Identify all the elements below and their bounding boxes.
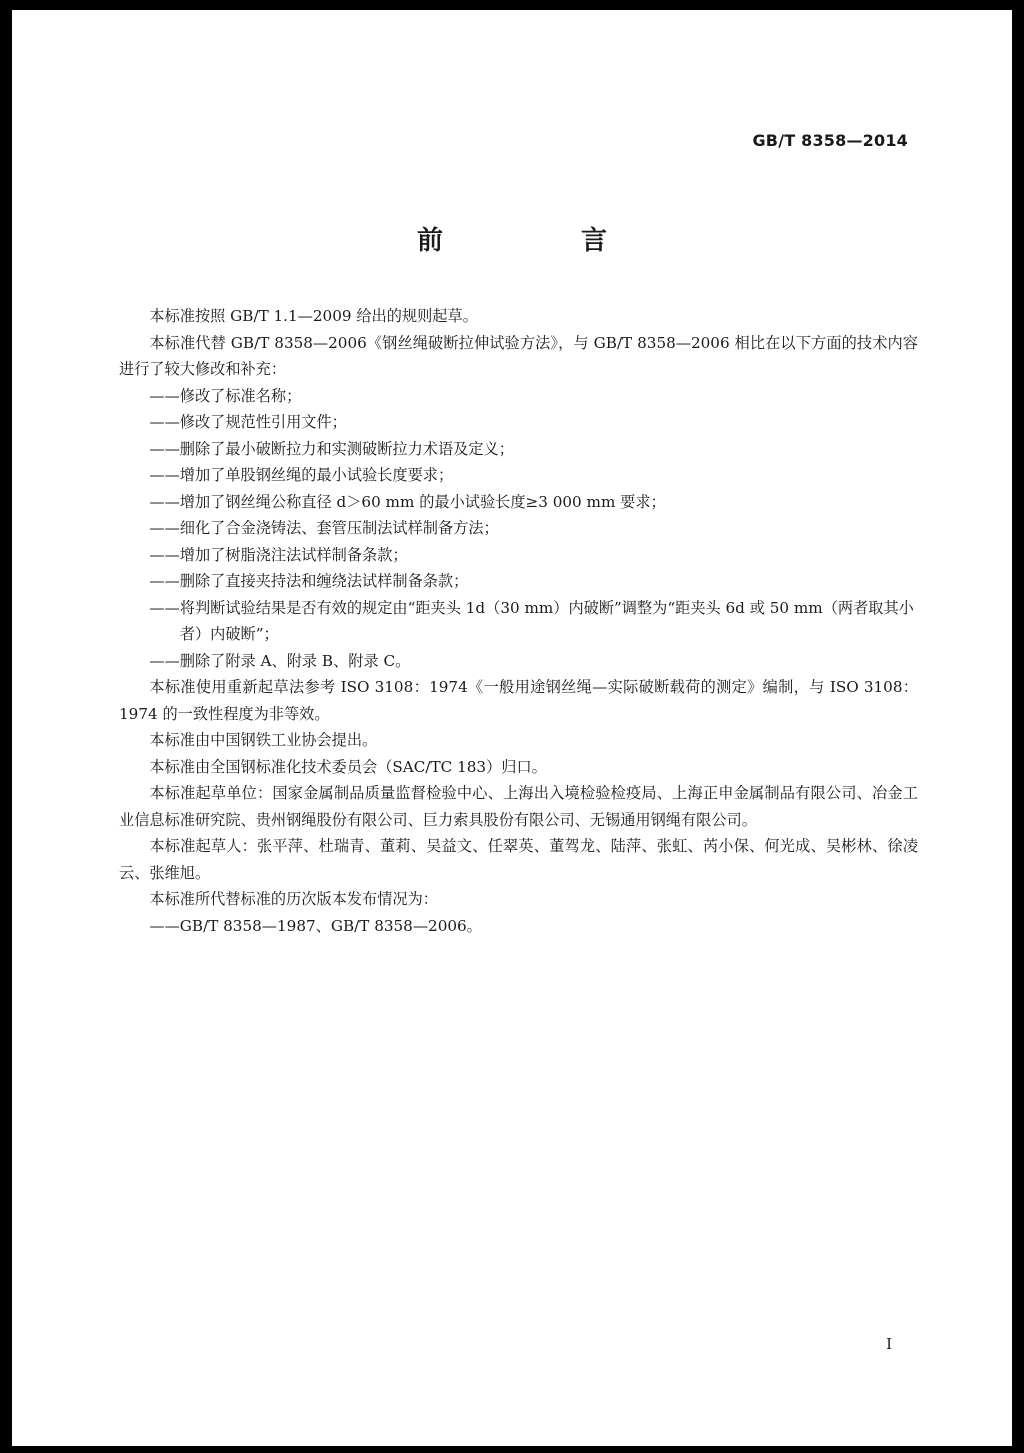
list-dash: —— <box>149 916 180 935</box>
document-page <box>12 10 1012 1446</box>
paragraph-iso-reference: 本标准使用重新起草法参考 ISO 3108：1974《一般用途钢丝绳—实际破断载荷的测定》编制，与 ISO 3108：1974 的一致性程度为非等效。 <box>119 678 918 723</box>
list-item-text: 增加了树脂浇注法试样制备条款； <box>179 545 408 564</box>
list-dash: —— <box>149 386 180 405</box>
paragraph-committee: 本标准由全国钢标准化技术委员会（SAC/TC 183）归口。 <box>149 757 547 776</box>
paragraph-history-intro: 本标准所代替标准的历次版本发布情况为： <box>149 890 438 908</box>
list-item-text: 修改了规范性引用文件； <box>179 413 347 431</box>
list-dash: —— <box>149 439 180 458</box>
list-item <box>119 568 918 595</box>
history-item-text: GB/T 8358—1987、GB/T 8358—2006。 <box>179 916 482 935</box>
list-dash: —— <box>149 519 180 537</box>
list-item-text: 增加了单股钢丝绳的最小试验长度要求； <box>179 466 454 484</box>
list-item-text: 细化了合金浇铸法、套管压制法试样制备方法； <box>179 519 499 537</box>
list-item <box>119 515 918 542</box>
standard-code: GB/T 8358—2014 <box>752 131 908 150</box>
page-number: I <box>886 1335 892 1353</box>
foreword-body <box>119 303 918 939</box>
list-item-text: 删除了最小破断拉力和实测破断拉力术语及定义； <box>179 439 514 458</box>
list-item-text: 删除了附录 A、附录 B、附录 C。 <box>179 651 411 670</box>
list-dash: —— <box>149 572 180 590</box>
list-item-text: 修改了标准名称； <box>179 386 302 405</box>
list-dash: —— <box>149 466 180 484</box>
paragraph-drafting-rules: 本标准按照 GB/T 1.1—2009 给出的规则起草。 <box>149 307 478 325</box>
list-item <box>119 462 918 489</box>
list-item <box>119 383 918 410</box>
list-item <box>119 489 918 516</box>
list-item-text: 将判断试验结果是否有效的规定由“距夹头 1d（30 mm）内破断”调整为“距夹头 6d 或 50 mm（两者取其小者）内破断”； <box>179 598 914 643</box>
page-title: 前 言 <box>416 226 663 256</box>
list-item-text: 删除了直接夹持法和缠绕法试样制备条款； <box>179 572 469 590</box>
history-item <box>119 913 918 940</box>
list-dash: —— <box>149 598 180 617</box>
list-dash: —— <box>149 545 180 564</box>
list-dash: —— <box>149 492 180 511</box>
list-item <box>119 409 918 436</box>
list-item <box>119 648 918 675</box>
paragraph-drafting-units: 本标准起草单位：国家金属制品质量监督检验中心、上海出入境检验检疫局、上海正申金属制品有限公司、冶金工业信息标准研究院、贵州钢绳股份有限公司、巨力索具股份有限公司、无锡通用钢绳有限公司。 <box>119 784 918 829</box>
paragraph-drafters: 本标准起草人：张平萍、杜瑞青、董莉、吴益文、任翠英、董驾龙、陆萍、张虹、芮小保、何光成、吴彬林、徐凌云、张维旭。 <box>119 837 918 882</box>
paragraph-proposer: 本标准由中国钢铁工业协会提出。 <box>149 731 378 749</box>
list-item <box>119 436 918 463</box>
list-dash: —— <box>149 651 180 670</box>
list-item-text: 增加了钢丝绳公称直径 d＞60 mm 的最小试验长度≥3 000 mm 要求； <box>179 492 666 511</box>
paragraph-replacement: 本标准代替 GB/T 8358—2006《钢丝绳破断拉伸试验方法》，与 GB/T 8358—2006 相比在以下方面的技术内容进行了较大修改和补充： <box>119 333 918 378</box>
list-dash: —— <box>149 413 180 431</box>
list-item <box>119 542 918 569</box>
changes-list <box>119 383 918 675</box>
list-item <box>119 595 918 648</box>
